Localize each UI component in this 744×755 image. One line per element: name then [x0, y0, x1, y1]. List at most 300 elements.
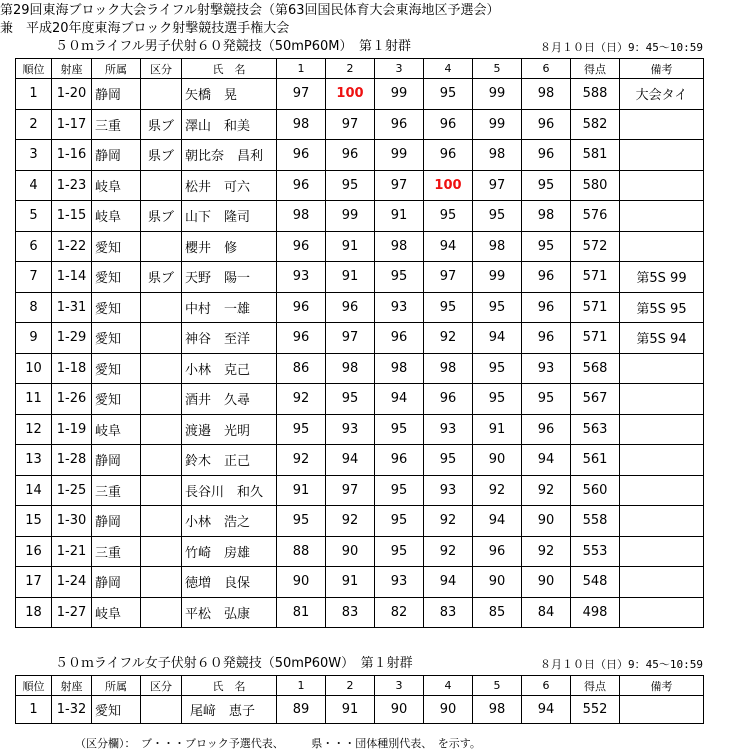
lane-cell: 1-24	[52, 567, 92, 598]
series-3-cell: 97	[375, 170, 424, 201]
series-6-cell: 92	[522, 475, 571, 506]
series-1-cell: 96	[277, 292, 326, 323]
series-6-cell: 95	[522, 384, 571, 415]
col-total: 得点	[571, 59, 620, 79]
series-1-cell: 92	[277, 445, 326, 476]
total-cell: 571	[571, 262, 620, 293]
table-row	[16, 79, 704, 110]
table-row	[16, 262, 704, 293]
category-cell: 県ブ	[141, 262, 182, 293]
lane-cell: 1-31	[52, 292, 92, 323]
series-5-cell: 94	[473, 323, 522, 354]
rank-cell: 3	[16, 140, 52, 171]
series-6-cell: 90	[522, 567, 571, 598]
category-cell	[141, 536, 182, 567]
series-6-cell: 94	[522, 696, 571, 724]
series-1-cell: 92	[277, 384, 326, 415]
series-4-cell: 93	[424, 475, 473, 506]
rank-cell: 18	[16, 597, 52, 628]
series-2-cell: 90	[326, 536, 375, 567]
table-row	[16, 536, 704, 567]
series-1-cell: 96	[277, 170, 326, 201]
series-2-cell: 96	[326, 292, 375, 323]
lane-cell: 1-27	[52, 597, 92, 628]
series-4-cell: 97	[424, 262, 473, 293]
lane-cell: 1-26	[52, 384, 92, 415]
lane-cell: 1-20	[52, 79, 92, 110]
series-4-cell: 92	[424, 506, 473, 537]
col-name: 氏 名	[182, 59, 277, 79]
table-row	[16, 231, 704, 262]
name-cell: 渡邉 光明	[182, 414, 277, 445]
col-rank: 順位	[16, 676, 52, 696]
rank-cell: 11	[16, 384, 52, 415]
series-2-cell: 83	[326, 597, 375, 628]
series-3-cell: 95	[375, 506, 424, 537]
col-series-1: 1	[277, 59, 326, 79]
lane-cell: 1-17	[52, 109, 92, 140]
series-1-cell: 98	[277, 201, 326, 232]
col-remarks: 備考	[620, 676, 704, 696]
series-6-cell: 92	[522, 536, 571, 567]
category-cell: 県ブ	[141, 201, 182, 232]
total-cell: 568	[571, 353, 620, 384]
series-6-cell: 96	[522, 262, 571, 293]
series-2-cell: 99	[326, 201, 375, 232]
total-cell: 553	[571, 536, 620, 567]
total-cell: 498	[571, 597, 620, 628]
series-4-cell: 96	[424, 384, 473, 415]
series-5-cell: 98	[473, 231, 522, 262]
series-3-cell: 95	[375, 262, 424, 293]
col-series-3: 3	[375, 676, 424, 696]
lane-cell: 1-32	[52, 696, 92, 724]
remarks-cell	[620, 231, 704, 262]
rank-cell: 7	[16, 262, 52, 293]
rank-cell: 14	[16, 475, 52, 506]
name-cell: 朝比奈 昌利	[182, 140, 277, 171]
title-line-1: 第29回東海ブロック大会ライフル射撃競技会（第63回国民体育大会東海地区予選会）	[0, 3, 500, 18]
name-cell: 神谷 至洋	[182, 323, 277, 354]
series-4-cell: 98	[424, 353, 473, 384]
series-4-cell: 90	[424, 696, 473, 724]
name-cell: 鈴木 正己	[182, 445, 277, 476]
col-category: 区分	[141, 676, 182, 696]
col-series-5: 5	[473, 59, 522, 79]
category-cell	[141, 353, 182, 384]
col-rank: 順位	[16, 59, 52, 79]
series-3-cell: 96	[375, 445, 424, 476]
series-6-cell: 98	[522, 79, 571, 110]
affiliation-cell: 三重	[92, 109, 141, 140]
name-cell: 小林 克己	[182, 353, 277, 384]
series-5-cell: 92	[473, 475, 522, 506]
affiliation-cell: 三重	[92, 536, 141, 567]
series-2-cell: 97	[326, 323, 375, 354]
series-5-cell: 98	[473, 140, 522, 171]
table-row	[16, 597, 704, 628]
affiliation-cell: 愛知	[92, 696, 141, 724]
series-1-cell: 95	[277, 414, 326, 445]
series-1-cell: 93	[277, 262, 326, 293]
women-table-header	[16, 676, 704, 696]
total-cell: 576	[571, 201, 620, 232]
name-cell: 徳増 良保	[182, 567, 277, 598]
total-cell: 582	[571, 109, 620, 140]
table-row	[16, 323, 704, 354]
series-4-cell: 83	[424, 597, 473, 628]
series-2-cell: 95	[326, 384, 375, 415]
title-line-2: 兼 平成20年度東海ブロック射撃競技選手権大会	[0, 21, 290, 36]
table-row	[16, 445, 704, 476]
series-3-cell: 96	[375, 109, 424, 140]
series-4-cell: 93	[424, 414, 473, 445]
series-5-cell: 95	[473, 292, 522, 323]
series-6-cell: 96	[522, 323, 571, 354]
series-6-cell: 84	[522, 597, 571, 628]
total-cell: 560	[571, 475, 620, 506]
men-event-datetime: ８月１０日（日）9：45～10:59	[540, 41, 703, 54]
series-5-cell: 95	[473, 201, 522, 232]
table-row	[16, 414, 704, 445]
series-1-cell: 86	[277, 353, 326, 384]
category-legend: （区分欄）： ブ・・・ブロック予選代表、 県・・・団体種別代表、 を示す。	[75, 737, 481, 750]
table-row	[16, 201, 704, 232]
series-3-cell: 94	[375, 384, 424, 415]
series-2-cell: 97	[326, 109, 375, 140]
total-cell: 561	[571, 445, 620, 476]
lane-cell: 1-22	[52, 231, 92, 262]
remarks-cell	[620, 201, 704, 232]
affiliation-cell: 愛知	[92, 353, 141, 384]
series-3-cell: 90	[375, 696, 424, 724]
col-series-2: 2	[326, 59, 375, 79]
series-5-cell: 90	[473, 567, 522, 598]
series-1-cell: 96	[277, 323, 326, 354]
series-4-cell: 92	[424, 323, 473, 354]
series-1-cell: 91	[277, 475, 326, 506]
series-2-cell: 91	[326, 567, 375, 598]
total-cell: 563	[571, 414, 620, 445]
affiliation-cell: 岐阜	[92, 414, 141, 445]
name-cell: 尾﨑 恵子	[182, 696, 277, 724]
series-3-cell: 93	[375, 567, 424, 598]
category-cell	[141, 414, 182, 445]
rank-cell: 4	[16, 170, 52, 201]
series-3-cell: 98	[375, 231, 424, 262]
total-cell: 571	[571, 323, 620, 354]
rank-cell: 9	[16, 323, 52, 354]
series-4-cell: 95	[424, 445, 473, 476]
series-3-cell: 95	[375, 475, 424, 506]
col-series-5: 5	[473, 676, 522, 696]
col-series-4: 4	[424, 59, 473, 79]
lane-cell: 1-29	[52, 323, 92, 354]
series-4-cell: 94	[424, 567, 473, 598]
category-cell	[141, 597, 182, 628]
series-3-cell: 82	[375, 597, 424, 628]
remarks-cell	[620, 170, 704, 201]
series-5-cell: 99	[473, 109, 522, 140]
series-3-cell: 91	[375, 201, 424, 232]
category-cell	[141, 445, 182, 476]
category-cell	[141, 170, 182, 201]
series-2-cell: 92	[326, 506, 375, 537]
total-cell: 567	[571, 384, 620, 415]
series-4-cell: 95	[424, 79, 473, 110]
remarks-cell	[620, 536, 704, 567]
series-1-cell: 88	[277, 536, 326, 567]
series-6-cell: 98	[522, 201, 571, 232]
col-remarks: 備考	[620, 59, 704, 79]
lane-cell: 1-30	[52, 506, 92, 537]
series-2-cell: 100	[326, 79, 375, 110]
total-cell: 552	[571, 696, 620, 724]
series-6-cell: 95	[522, 231, 571, 262]
lane-cell: 1-21	[52, 536, 92, 567]
series-5-cell: 97	[473, 170, 522, 201]
series-5-cell: 95	[473, 384, 522, 415]
series-3-cell: 95	[375, 536, 424, 567]
col-total: 得点	[571, 676, 620, 696]
category-cell: 県ブ	[141, 140, 182, 171]
series-5-cell: 85	[473, 597, 522, 628]
series-4-cell: 96	[424, 140, 473, 171]
remarks-cell	[620, 140, 704, 171]
category-cell	[141, 323, 182, 354]
series-4-cell: 94	[424, 231, 473, 262]
name-cell: 中村 一雄	[182, 292, 277, 323]
series-2-cell: 91	[326, 696, 375, 724]
name-cell: 櫻井 修	[182, 231, 277, 262]
category-cell	[141, 567, 182, 598]
col-lane: 射座	[52, 676, 92, 696]
series-4-cell: 95	[424, 201, 473, 232]
name-cell: 平松 弘康	[182, 597, 277, 628]
category-cell: 県ブ	[141, 109, 182, 140]
table-row	[16, 292, 704, 323]
women-event-datetime: ８月１０日（日）9：45～10:59	[540, 658, 703, 671]
table-row	[16, 140, 704, 171]
series-6-cell: 96	[522, 414, 571, 445]
series-6-cell: 96	[522, 109, 571, 140]
remarks-cell	[620, 567, 704, 598]
series-4-cell: 96	[424, 109, 473, 140]
series-1-cell: 90	[277, 567, 326, 598]
rank-cell: 17	[16, 567, 52, 598]
col-series-4: 4	[424, 676, 473, 696]
lane-cell: 1-15	[52, 201, 92, 232]
remarks-cell	[620, 696, 704, 724]
affiliation-cell: 静岡	[92, 445, 141, 476]
name-cell: 矢橋 晃	[182, 79, 277, 110]
affiliation-cell: 愛知	[92, 231, 141, 262]
series-3-cell: 93	[375, 292, 424, 323]
table-row	[16, 567, 704, 598]
category-cell	[141, 696, 182, 724]
table-row	[16, 696, 704, 724]
affiliation-cell: 愛知	[92, 292, 141, 323]
name-cell: 酒井 久尋	[182, 384, 277, 415]
men-event-title: ５０ｍライフル男子伏射６０発競技（50mP60M） 第１射群	[55, 39, 412, 54]
rank-cell: 1	[16, 696, 52, 724]
table-row	[16, 170, 704, 201]
col-affiliation: 所属	[92, 676, 141, 696]
total-cell: 581	[571, 140, 620, 171]
series-5-cell: 94	[473, 506, 522, 537]
lane-cell: 1-25	[52, 475, 92, 506]
series-5-cell: 95	[473, 353, 522, 384]
series-2-cell: 96	[326, 140, 375, 171]
affiliation-cell: 三重	[92, 475, 141, 506]
remarks-cell	[620, 597, 704, 628]
total-cell: 571	[571, 292, 620, 323]
series-6-cell: 96	[522, 140, 571, 171]
lane-cell: 1-19	[52, 414, 92, 445]
men-table-header	[16, 59, 704, 79]
lane-cell: 1-28	[52, 445, 92, 476]
rank-cell: 10	[16, 353, 52, 384]
series-5-cell: 99	[473, 79, 522, 110]
table-row	[16, 384, 704, 415]
series-5-cell: 90	[473, 445, 522, 476]
series-2-cell: 97	[326, 475, 375, 506]
col-series-6: 6	[522, 59, 571, 79]
name-cell: 松井 可六	[182, 170, 277, 201]
table-row	[16, 353, 704, 384]
series-1-cell: 98	[277, 109, 326, 140]
rank-cell: 15	[16, 506, 52, 537]
series-6-cell: 95	[522, 170, 571, 201]
name-cell: 天野 陽一	[182, 262, 277, 293]
name-cell: 澤山 和美	[182, 109, 277, 140]
rank-cell: 13	[16, 445, 52, 476]
series-1-cell: 96	[277, 231, 326, 262]
affiliation-cell: 愛知	[92, 262, 141, 293]
series-1-cell: 97	[277, 79, 326, 110]
remarks-cell: 大会タイ	[620, 79, 704, 110]
series-2-cell: 93	[326, 414, 375, 445]
series-3-cell: 96	[375, 323, 424, 354]
affiliation-cell: 静岡	[92, 567, 141, 598]
category-cell	[141, 231, 182, 262]
col-affiliation: 所属	[92, 59, 141, 79]
col-series-2: 2	[326, 676, 375, 696]
col-name: 氏 名	[182, 676, 277, 696]
remarks-cell: 第5S 94	[620, 323, 704, 354]
rank-cell: 1	[16, 79, 52, 110]
series-5-cell: 98	[473, 696, 522, 724]
category-cell	[141, 506, 182, 537]
remarks-cell	[620, 506, 704, 537]
women-event-title: ５０ｍライフル女子伏射６０発競技（50mP60W） 第１射群	[55, 656, 413, 671]
rank-cell: 12	[16, 414, 52, 445]
remarks-cell: 第5S 99	[620, 262, 704, 293]
affiliation-cell: 静岡	[92, 79, 141, 110]
series-6-cell: 90	[522, 506, 571, 537]
total-cell: 588	[571, 79, 620, 110]
rank-cell: 6	[16, 231, 52, 262]
series-3-cell: 99	[375, 140, 424, 171]
col-category: 区分	[141, 59, 182, 79]
col-series-6: 6	[522, 676, 571, 696]
total-cell: 548	[571, 567, 620, 598]
remarks-cell	[620, 109, 704, 140]
category-cell	[141, 384, 182, 415]
affiliation-cell: 愛知	[92, 384, 141, 415]
lane-cell: 1-23	[52, 170, 92, 201]
total-cell: 558	[571, 506, 620, 537]
total-cell: 580	[571, 170, 620, 201]
table-row	[16, 475, 704, 506]
series-6-cell: 96	[522, 292, 571, 323]
series-5-cell: 99	[473, 262, 522, 293]
category-cell	[141, 292, 182, 323]
series-6-cell: 93	[522, 353, 571, 384]
series-4-cell: 92	[424, 536, 473, 567]
series-2-cell: 95	[326, 170, 375, 201]
affiliation-cell: 静岡	[92, 506, 141, 537]
affiliation-cell: 岐阜	[92, 597, 141, 628]
name-cell: 長谷川 和久	[182, 475, 277, 506]
series-1-cell: 95	[277, 506, 326, 537]
col-lane: 射座	[52, 59, 92, 79]
name-cell: 山下 隆司	[182, 201, 277, 232]
rank-cell: 2	[16, 109, 52, 140]
name-cell: 小林 浩之	[182, 506, 277, 537]
series-2-cell: 94	[326, 445, 375, 476]
series-1-cell: 81	[277, 597, 326, 628]
affiliation-cell: 静岡	[92, 140, 141, 171]
series-5-cell: 96	[473, 536, 522, 567]
lane-cell: 1-18	[52, 353, 92, 384]
remarks-cell: 第5S 95	[620, 292, 704, 323]
remarks-cell	[620, 353, 704, 384]
series-1-cell: 96	[277, 140, 326, 171]
series-2-cell: 98	[326, 353, 375, 384]
affiliation-cell: 岐阜	[92, 201, 141, 232]
rank-cell: 16	[16, 536, 52, 567]
category-cell	[141, 475, 182, 506]
series-1-cell: 89	[277, 696, 326, 724]
series-3-cell: 98	[375, 353, 424, 384]
remarks-cell	[620, 414, 704, 445]
series-4-cell: 95	[424, 292, 473, 323]
remarks-cell	[620, 445, 704, 476]
affiliation-cell: 岐阜	[92, 170, 141, 201]
series-2-cell: 91	[326, 231, 375, 262]
category-cell	[141, 79, 182, 110]
rank-cell: 8	[16, 292, 52, 323]
series-5-cell: 91	[473, 414, 522, 445]
name-cell: 竹崎 房雄	[182, 536, 277, 567]
lane-cell: 1-16	[52, 140, 92, 171]
table-row	[16, 506, 704, 537]
series-2-cell: 91	[326, 262, 375, 293]
series-4-cell: 100	[424, 170, 473, 201]
men-results-table	[15, 58, 704, 628]
col-series-3: 3	[375, 59, 424, 79]
series-3-cell: 95	[375, 414, 424, 445]
lane-cell: 1-14	[52, 262, 92, 293]
col-series-1: 1	[277, 676, 326, 696]
remarks-cell	[620, 384, 704, 415]
women-results-table	[15, 675, 704, 724]
series-6-cell: 94	[522, 445, 571, 476]
remarks-cell	[620, 475, 704, 506]
rank-cell: 5	[16, 201, 52, 232]
total-cell: 572	[571, 231, 620, 262]
